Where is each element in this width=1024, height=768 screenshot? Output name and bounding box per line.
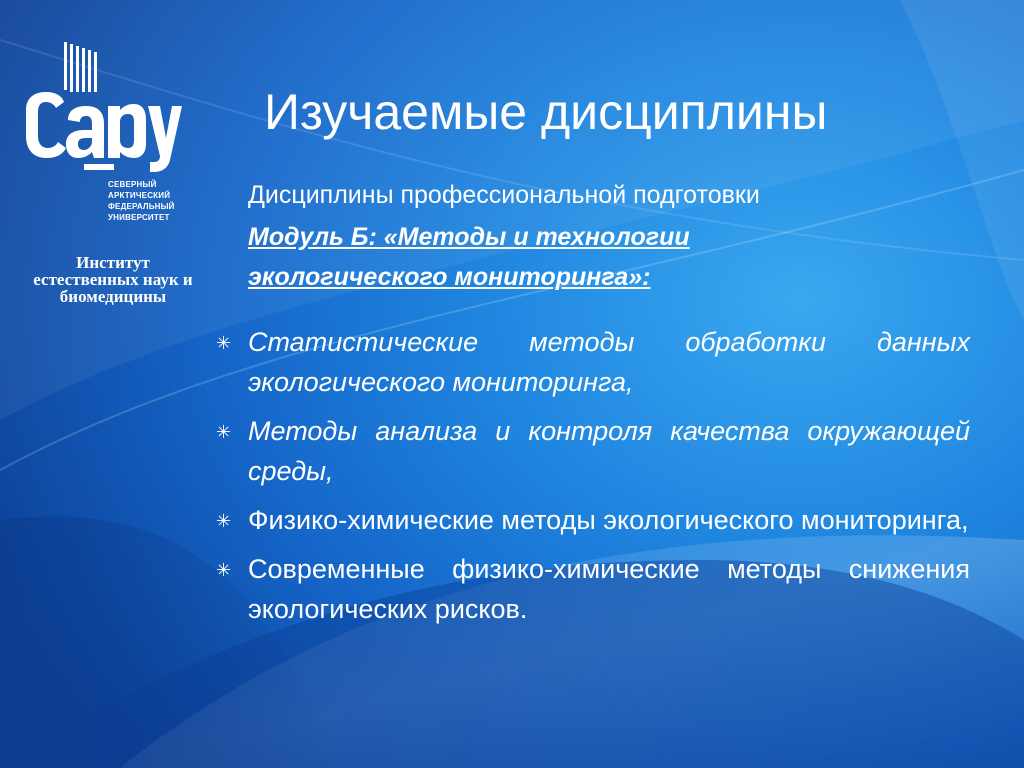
asterisk-icon: ✳ (216, 333, 232, 353)
institute-name: Институт естественных наук и биомедицины (33, 253, 193, 306)
university-line: СЕВЕРНЫЙ (108, 180, 157, 189)
module-heading: Модуль Б: «Методы и технологии экологического мониторинга»: (248, 223, 690, 291)
asterisk-icon: ✳ (216, 422, 232, 442)
list-item (210, 411, 970, 491)
slide-subtitle: Дисциплины профессиональной подготовки (248, 181, 760, 209)
list-item-text: Физико-химические методы экологического мониторинга, (248, 505, 969, 535)
discipline-list (210, 322, 970, 638)
university-line: АРКТИЧЕСКИЙ (108, 191, 171, 200)
slide-title: Изучаемые дисциплины (264, 84, 828, 140)
list-item-text: Статистические методы обработки данных экологического мониторинга, (248, 327, 970, 397)
list-item-text: Современные физико-химические методы снижения экологических рисков. (248, 554, 970, 624)
asterisk-icon: ✳ (216, 560, 232, 580)
list-item (210, 500, 970, 540)
asterisk-icon: ✳ (216, 511, 232, 531)
university-name (108, 179, 175, 223)
list-item (210, 549, 970, 629)
list-item (210, 322, 970, 402)
university-line: ФЕДЕРАЛЬНЫЙ (108, 202, 175, 211)
university-line: УНИВЕРСИТЕТ (108, 213, 170, 222)
list-item-text: Методы анализа и контроля качества окружающей среды, (248, 416, 970, 486)
